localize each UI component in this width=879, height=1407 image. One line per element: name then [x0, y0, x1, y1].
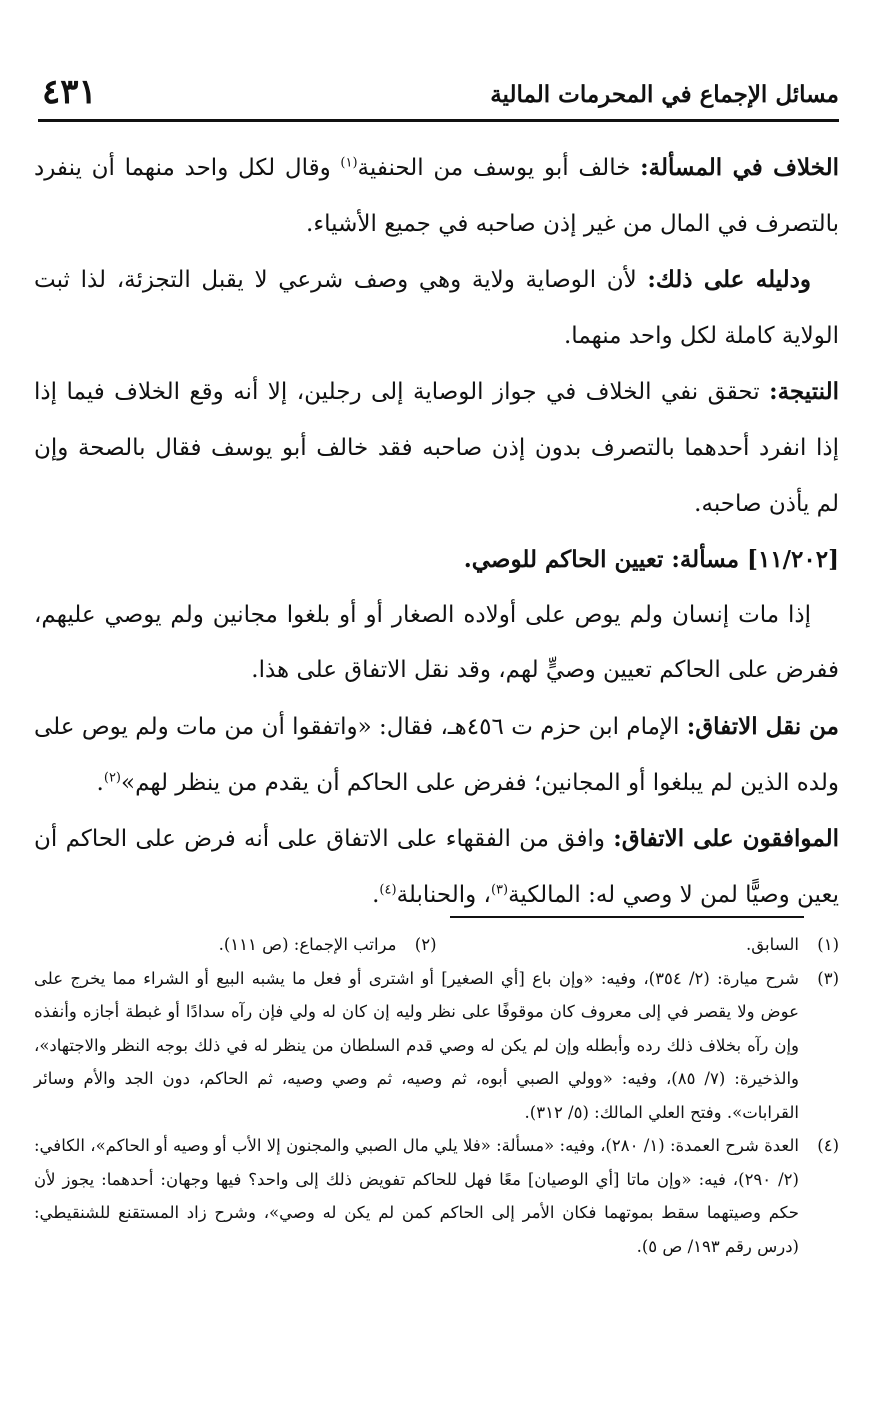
footnote-text: السابق. [746, 935, 799, 954]
running-title: مسائل الإجماع في المحرمات المالية [490, 81, 839, 108]
paragraph-khilaf [34, 140, 839, 252]
paragraph-dalil [34, 252, 839, 364]
footnote-number: (٢) [414, 935, 437, 954]
footnote-number: (٤) [817, 1136, 839, 1155]
footnote-ref: (٤) [379, 882, 397, 898]
footnote-text: العدة شرح العمدة: (١/ ٢٨٠)، وفيه: «مسألة: «فلا يلي مال الصبي والمجنون إلا الأب أو وصيه أو الحاكم»، الكافي: (٢/ ٢٩٠)، فيه: «وإن ماتا [أي الوصيان] معًا فهل للحاكم تفويض ذلك إلى واحد؟ فيها وجهان: أحدهما: يجوز لأن حكم وصيتهما سقط بموتهما فكان الأمر إلى الحاكم كمن لم يكن له وصي»، وشرح زاد المستقنع للشنقيطي: (درس رقم ١٩٣/ ص ٥). [34, 1136, 799, 1256]
footnote-text: شرح ميارة: (٢/ ٣٥٤)، وفيه: «وإن باع [أي الصغير] أو اشترى أو فعل ما يشبه البيع أو الشراء مما يخرج على عوض ولا يقصر في إلى معروف كان موقوفًا على نظر وليه إن كان له ولي فإن رآه سدادًا أو غبطة أجازه وأنفذه وإن رآه بخلاف ذلك رده وأبطله وإن لم يكن له وصي قدم السلطان من ينظر له في ذلك بوجه النظر والاجتهاد»، والذخيرة: (٧/ ٨٥)، وفيه: «وولي الصبي أبوه، ثم وصيه، ثم وصي وصيه، ثم الحاكم، دون الجد والأم وسائر القرابات». وفتح العلي المالك: (٥/ ٣١٢). [34, 968, 799, 1122]
paragraph-lead: ودليله على ذلك: [647, 266, 811, 294]
footnote-2 [34, 928, 437, 962]
page-number: ٤٣١ [42, 72, 97, 112]
paragraph-lead: الموافقون على الاتفاق: [613, 825, 840, 853]
paragraph-text: . [96, 769, 104, 796]
paragraph-natija [34, 364, 839, 532]
paragraph-lead: من نقل الاتفاق: [686, 712, 840, 740]
footnote-separator [450, 916, 804, 918]
header-rule [38, 119, 839, 122]
footnote-ref: (٣) [490, 882, 509, 898]
footnotes [34, 928, 839, 1263]
page-header [38, 66, 839, 114]
paragraph-text: وقال لكل واحد منهما أن ينفرد بالتصرف في المال من غير إذن صاحبه في جميع الأشياء. [34, 155, 839, 237]
footnote-text: مراتب الإجماع: (ص ١١١). [218, 935, 397, 954]
paragraph-text: وافق من الفقهاء على الاتفاق على أنه فرض على الحاكم أن يعين وصيًّا لمن لا وصي له: المالكية [34, 826, 839, 908]
paragraph-text: خالف أبو يوسف من الحنفية [357, 155, 641, 181]
paragraph-ijma-source [34, 699, 839, 811]
paragraph-text: ، والحنابلة [396, 881, 491, 908]
paragraph-text: الإمام ابن حزم ت ٤٥٦هـ، فقال: «واتفقوا أن من مات ولم يوص على ولده الذين لم يبلغوا أو المجانين؛ ففرض على الحاكم أن يقدم من ينظر لهم» [34, 713, 839, 796]
paragraph-agreeing-scholars [34, 811, 839, 923]
main-text [34, 140, 839, 923]
paragraph-lead: الخلاف في المسألة: [640, 154, 839, 181]
paragraph-lead: النتيجة: [769, 378, 839, 406]
paragraph-text: إذا مات إنسان ولم يوص على أولاده الصغار أو أو بلغوا مجانين ولم يوصي عليهم، ففرض على الحاكم تعيين وصيٍّ لهم، وقد نقل الاتفاق على هذا. [34, 601, 839, 684]
paragraph-text: تحقق نفي الخلاف في جواز الوصاية إلى رجلين، إلا أنه وقع الخلاف فيما إذا إذا انفرد أحدهما بالتصرف بدون إذن صاحبه فقد خالف أبو يوسف فقال بالصحة وإن لم يأذن صاحبه. [34, 379, 839, 517]
footnote-4 [34, 1129, 839, 1263]
footnote-number: (١) [817, 935, 839, 954]
footnote-row [34, 928, 839, 962]
paragraph-text: لأن الوصاية ولاية وهي وصف شرعي لا يقبل التجزئة، لذا ثبت الولاية كاملة لكل واحد منهما. [34, 267, 839, 349]
paragraph-issue-intro [34, 588, 839, 699]
footnote-3 [34, 962, 839, 1130]
footnote-1 [437, 928, 840, 962]
footnote-number: (٣) [817, 968, 839, 988]
issue-heading: [١١/٢٠٢] مسألة: تعيين الحاكم للوصي. [463, 546, 839, 574]
footnote-ref: (٢) [103, 769, 121, 785]
footnote-ref: (١) [340, 155, 358, 171]
paragraph-text: . [372, 881, 380, 908]
